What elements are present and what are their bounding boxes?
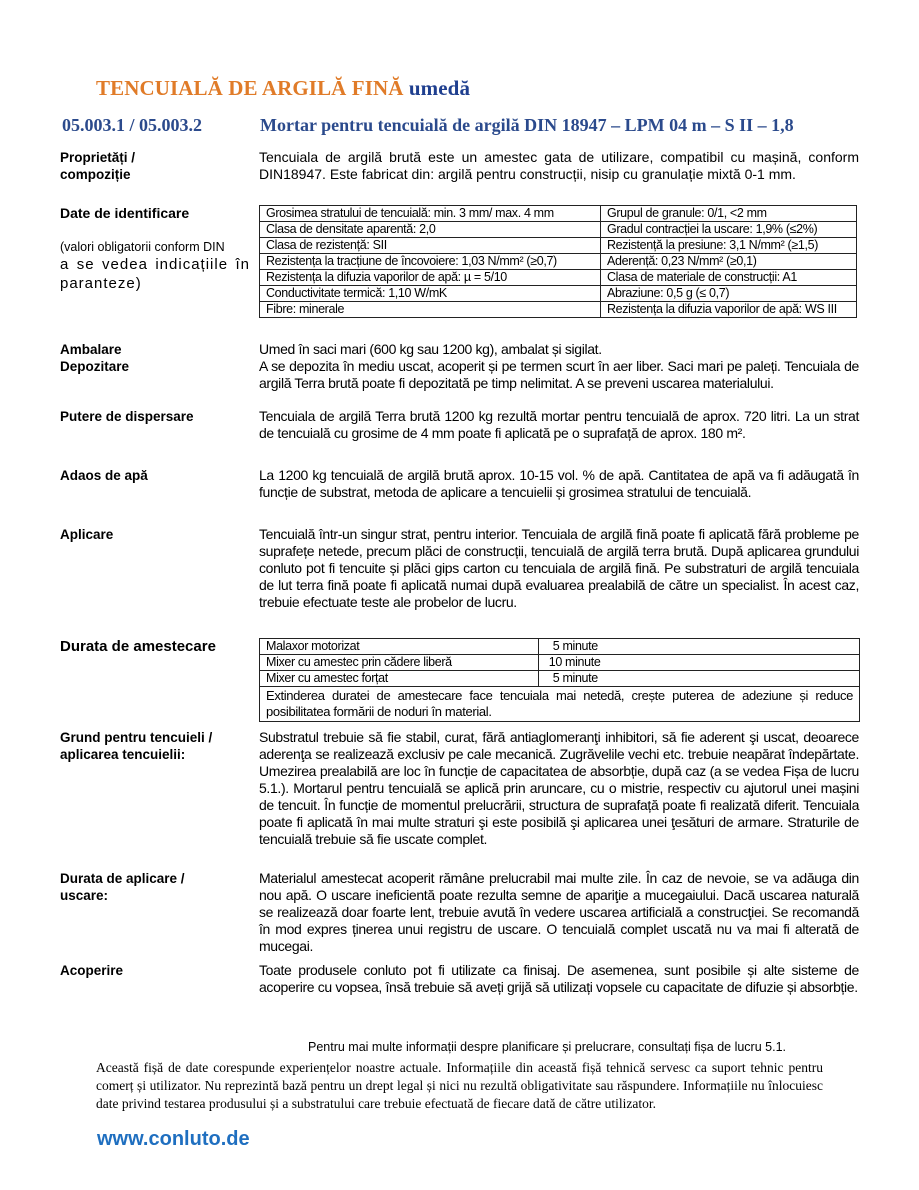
label-line: Grund pentru tencuieli / (60, 730, 213, 745)
table-cell: 10 minute (538, 655, 859, 671)
table-row (260, 302, 857, 318)
section-text: Umed în saci mari (600 kg sau 1200 kg), ambalat și sigilat. (259, 341, 602, 357)
section-label (60, 729, 255, 763)
table-cell: Rezistența la difuzia vaporilor de apă: WS III (601, 302, 857, 318)
table-cell: Grosimea stratului de tencuială: min. 3 mm/ max. 4 mm (260, 206, 601, 222)
table-cell: Clasa de densitate aparentă: 2,0 (260, 222, 601, 238)
section-label: Aplicare (60, 527, 114, 542)
section-label: Ambalare (60, 342, 122, 357)
document-title (96, 76, 470, 101)
section-label (60, 149, 255, 183)
table-row (260, 639, 860, 655)
table-row (260, 254, 857, 270)
table-cell: Mixer cu amestec prin cădere liberă (260, 655, 539, 671)
mixing-table-wrap (259, 638, 860, 722)
section-label: Date de identificare (60, 205, 190, 221)
din-note (60, 239, 250, 293)
section-text: Substratul trebuie să fie stabil, curat, fără antiaglomeranţi inhibitori, să fie aderent şi uscat, deoarece aderenţa se realizează exclusiv pe cale mecanică. Zugrăvelile vechi etc. trebuie neapărat îndepărtate. Umezirea prealabilă are loc în funcție de capacitatea de absorbție, după caz (a se vedea Fișa de lucru 5.1.). Mortarul pentru tencuială se aplică prin aruncare, cu o mistrie, respectiv cu ajutorul unei mașini de tencuit. În funcție de momentul prelucrării, structura de suprafață poate fi realizată diferit. Tencuiala poate fi aplicată în mai multe straturi şi este posibilă şi aplicarea unei ţesături de armare. Straturile de tencuială trebuie să fie uscate complet. (259, 729, 859, 847)
label-line: aplicarea tencuielii: (60, 747, 186, 762)
table-cell: Conductivitate termică: 1,10 W/mK (260, 286, 601, 302)
table-row (260, 687, 860, 722)
table-row (260, 270, 857, 286)
table-cell: Rezistența la tracțiune de încovoiere: 1,03 N/mm² (≥0,7) (260, 254, 601, 270)
table-row (260, 206, 857, 222)
table-cell: Abraziune: 0,5 g (≤ 0,7) (601, 286, 857, 302)
mixing-time-table (259, 638, 860, 722)
section-text: Tencuiala de argilă brută este un amestec gata de utilizare, compatibil cu mașină, conform DIN18947. Este fabricat din: argilă pentru construcții, nisip cu granulație mixtă 0-1 mm. (259, 149, 859, 182)
section-label: Acoperire (60, 963, 124, 978)
identification-table-wrap (259, 205, 857, 318)
label-line: uscare: (60, 888, 109, 903)
table-cell: Clasa de materiale de construcții: A1 (601, 270, 857, 286)
label-line: Durata de aplicare / (60, 871, 185, 886)
more-info-note: Pentru mai multe informații despre planificare și prelucrare, consultați fișa de lucru 5.1. (308, 1040, 786, 1054)
label-line: Proprietăți / (60, 150, 136, 165)
table-row (260, 655, 860, 671)
product-description: Mortar pentru tencuială de argilă DIN 18947 – LPM 04 m – S II – 1,8 (260, 115, 794, 135)
table-cell: Rezistență la presiune: 3,1 N/mm² (≥1,5) (601, 238, 857, 254)
table-cell: Mixer cu amestec forțat (260, 671, 539, 687)
section-label: Adaos de apă (60, 468, 148, 483)
table-cell-note: Extinderea duratei de amestecare face tencuiala mai netedă, crește puterea de adeziune și reduce posibilitatea formării de noduri în material. (260, 687, 860, 722)
table-cell: 5 minute (538, 671, 859, 687)
identification-table (259, 205, 857, 318)
product-codes: 05.003.1 / 05.003.2 (62, 115, 203, 135)
title-suffix: umedă (408, 76, 471, 100)
section-text: A se depozita în mediu uscat, acoperit și pe termen scurt în aer liber. Saci mari pe paleți. Tencuiala de argilă Terra brută poate fi depozitată pe timp nelimitat. A se preveni uscarea materialului. (259, 358, 859, 391)
table-cell: Aderență: 0,23 N/mm² (≥0,1) (601, 254, 857, 270)
table-cell: Grupul de granule: 0/1, <2 mm (601, 206, 857, 222)
table-row (260, 671, 860, 687)
section-text: Toate produsele conluto pot fi utilizate ca finisaj. De asemenea, sunt posibile și alte sisteme de acoperire cu vopsea, însă trebuie să aveți grijă să utilizați vopsele cu capacitate de difuzie și absorbție. (259, 962, 859, 995)
table-cell: Malaxor motorizat (260, 639, 539, 655)
section-label: Durata de amestecare (60, 638, 216, 655)
table-row (260, 238, 857, 254)
section-text: Tencuială într-un singur strat, pentru interior. Tencuiala de argilă fină poate fi aplicată fără probleme pe suprafețe netede, precum plăci de construcții, tencuială de argilă terra brută. După aplicarea grundului conluto pot fi tencuite și plăci gips carton cu tencuiala de argilă fină. Pe substraturi de argilă tencuiala de lut terra fină poate fi aplicată numai după evaluarea prealabilă de către un specialist. În acest caz, trebuie efectuate teste ale probelor de lucru. (259, 526, 859, 610)
table-cell: Clasa de rezistență: SII (260, 238, 601, 254)
section-label: Depozitare (60, 359, 130, 374)
section-label (60, 870, 255, 904)
title-main: TENCUIALĂ DE ARGILĂ FINĂ (96, 76, 404, 100)
note-line: (valori obligatorii conform DIN (60, 240, 225, 254)
table-cell: Fibre: minerale (260, 302, 601, 318)
website-link[interactable]: www.conluto.de (97, 1128, 250, 1150)
section-label: Putere de dispersare (60, 409, 194, 424)
table-row (260, 286, 857, 302)
disclaimer: Această fișă de date corespunde experiențelor noastre actuale. Informațiile din această fișă tehnică servesc ca suport tehnic pentru comerț și utilizator. Nu reprezintă bază pentru un drept legal și nici nu rezultă obligativitate sau răspundere. Informațiile nu înlocuiesc date privind testarea produsului și a substratului care trebuie efectuată de fiecare dată de către utilizator. (96, 1060, 823, 1111)
section-text: Materialul amestecat acoperit rămâne prelucrabil mai multe zile. În caz de nevoie, se va adăuga din nou apă. O uscare ineficientă poate rezulta semne de apariţie a mucegaiului. Dacă uscarea naturală se realizează doar foarte lent, trebuie avută în vedere uscarea artificială a construcţiei. Se recomandă în mod expres ținerea unui registru de uscare. O tencuială complet uscată nu va mai fi alterată de mucegai. (259, 870, 859, 954)
table-cell: 5 minute (538, 639, 859, 655)
table-cell: Gradul contracției la uscare: 1,9% (≤2%) (601, 222, 857, 238)
section-text: La 1200 kg tencuială de argilă brută aprox. 10-15 vol. % de apă. Cantitatea de apă va fi adăugată în funcție de substrat, metoda de aplicare a tencuielii și grosimea stratului de tencuială. (259, 467, 859, 500)
table-row (260, 222, 857, 238)
label-line: compoziție (60, 167, 131, 182)
section-text: Tencuiala de argilă Terra brută 1200 kg rezultă mortar pentru tencuială de aprox. 720 litri. La un strat de tencuială cu grosime de 4 mm poate fi aplicată pe o suprafață de aprox. 180 m². (259, 408, 859, 441)
note-line: a se vedea indicațiile în paranteze) (60, 256, 250, 292)
table-cell: Rezistența la difuzia vaporilor de apă: µ = 5/10 (260, 270, 601, 286)
